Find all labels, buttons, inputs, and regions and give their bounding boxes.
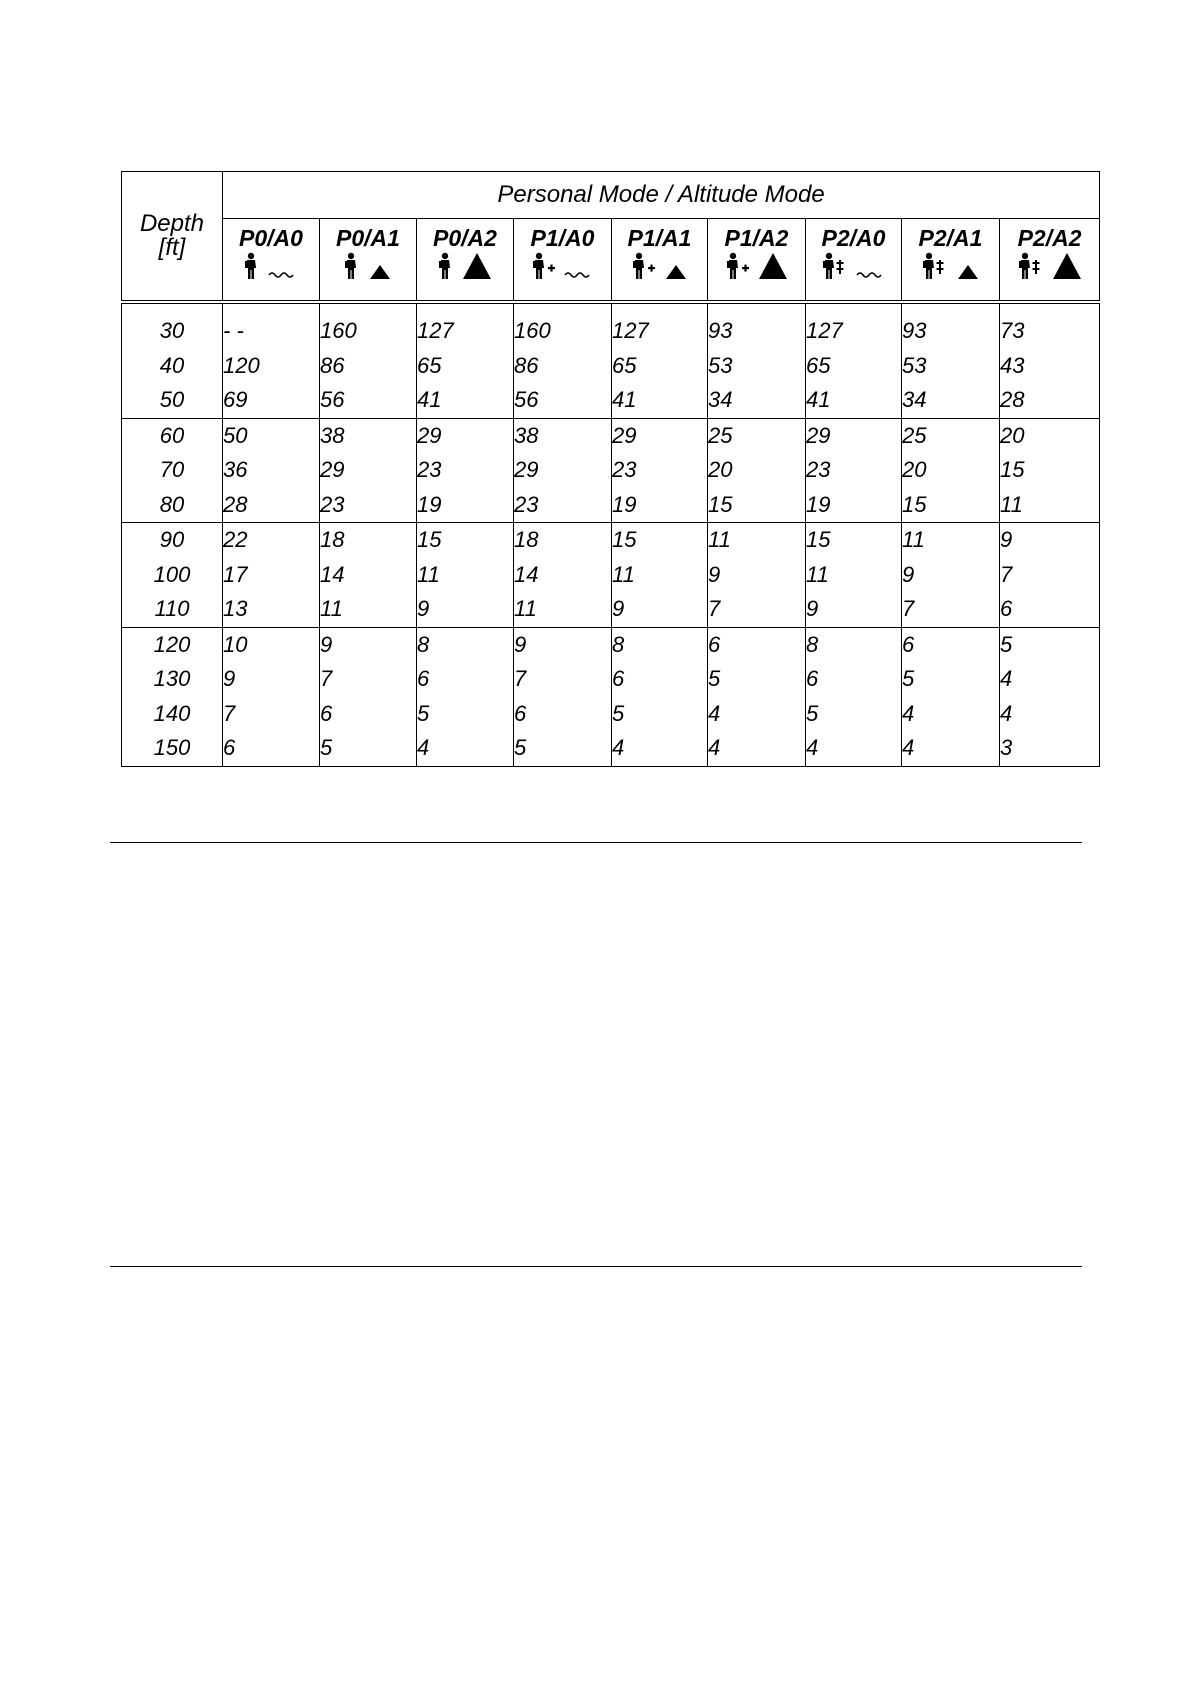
ndl-value-cell: 6 [320, 697, 417, 732]
depth-cell: 90 [122, 523, 223, 558]
ndl-value-cell: 19 [417, 488, 514, 523]
ndl-value-cell: 8 [417, 627, 514, 662]
ndl-value-cell: 15 [708, 488, 806, 523]
ndl-value-cell: 86 [514, 349, 612, 384]
mode-icons [902, 255, 999, 285]
ndl-value-cell: 9 [806, 592, 902, 627]
ndl-value-cell: 127 [612, 314, 708, 349]
table-row [122, 558, 1100, 593]
mode-icons [223, 255, 319, 285]
spacer-cell [122, 302, 223, 314]
table-row [122, 627, 1100, 662]
ndl-value-cell: 5 [708, 662, 806, 697]
small-mountain-icon [956, 260, 980, 285]
no-deco-limits-table [121, 171, 1100, 767]
ndl-value-cell: 9 [320, 627, 417, 662]
mode-group-header: Personal Mode / Altitude Mode [223, 172, 1100, 219]
table-row [122, 731, 1100, 766]
ndl-value-cell: 5 [902, 662, 1000, 697]
mode-column-label: P0/A1 [336, 225, 400, 252]
ndl-value-cell: 23 [514, 488, 612, 523]
large-mountain-icon [1052, 252, 1082, 285]
ndl-value-cell: 41 [806, 383, 902, 418]
ndl-value-cell: 160 [320, 314, 417, 349]
ndl-value-cell: 18 [320, 523, 417, 558]
diver-plus-icon [726, 252, 752, 285]
ndl-value-cell: 9 [612, 592, 708, 627]
spacer-cell [806, 302, 902, 314]
depth-cell: 100 [122, 558, 223, 593]
small-mountain-icon [368, 260, 392, 285]
ndl-value-cell: 53 [708, 349, 806, 384]
ndl-value-cell: 20 [1000, 418, 1100, 453]
ndl-value-cell: 4 [902, 731, 1000, 766]
mode-icons [806, 255, 901, 285]
table-row [122, 592, 1100, 627]
diver-double-plus-icon [922, 252, 950, 285]
spacer-cell [514, 302, 612, 314]
table-row [122, 418, 1100, 453]
mode-column-header [806, 219, 902, 302]
ndl-value-cell: 15 [1000, 453, 1100, 488]
ndl-value-cell: 73 [1000, 314, 1100, 349]
ndl-value-cell: 9 [223, 662, 320, 697]
ndl-value-cell: 11 [708, 523, 806, 558]
depth-cell: 130 [122, 662, 223, 697]
mode-column-header [902, 219, 1000, 302]
mode-column-header [1000, 219, 1100, 302]
ndl-value-cell: 25 [902, 418, 1000, 453]
mode-column-label: P2/A2 [1017, 225, 1082, 252]
mode-column-label: P1/A2 [724, 225, 789, 252]
ndl-value-cell: 4 [806, 731, 902, 766]
ndl-value-cell: 34 [708, 383, 806, 418]
ndl-value-cell: 4 [612, 731, 708, 766]
ndl-value-cell: 7 [1000, 558, 1100, 593]
ndl-value-cell: 15 [902, 488, 1000, 523]
horizontal-rule-lower [110, 1266, 1082, 1267]
depth-header-label: Depth [139, 210, 205, 237]
mode-column-label: P0/A2 [433, 225, 497, 252]
ndl-value-cell: 29 [320, 453, 417, 488]
ndl-value-cell: 11 [417, 558, 514, 593]
ndl-value-cell: 9 [417, 592, 514, 627]
ndl-value-cell: 23 [320, 488, 417, 523]
large-mountain-icon [462, 252, 492, 285]
mode-icons [417, 255, 513, 285]
ndl-value-cell: 29 [612, 418, 708, 453]
small-mountain-icon [664, 260, 688, 285]
ndl-value-cell: 50 [223, 418, 320, 453]
ndl-value-cell: 5 [612, 697, 708, 732]
mode-column-header [514, 219, 612, 302]
ndl-value-cell: 127 [417, 314, 514, 349]
ndl-value-cell: 5 [320, 731, 417, 766]
depth-cell: 150 [122, 731, 223, 766]
horizontal-rule-upper [110, 842, 1082, 843]
ndl-value-cell: 38 [320, 418, 417, 453]
ndl-value-cell: 86 [320, 349, 417, 384]
depth-cell: 110 [122, 592, 223, 627]
table-row [122, 349, 1100, 384]
ndl-value-cell: 38 [514, 418, 612, 453]
ndl-value-cell: 6 [514, 697, 612, 732]
ndl-value-cell: 34 [902, 383, 1000, 418]
ndl-value-cell: 7 [320, 662, 417, 697]
mode-column-header [612, 219, 708, 302]
spacer-cell [708, 302, 806, 314]
mode-column-label: P2/A1 [918, 225, 983, 252]
ndl-value-cell: 4 [417, 731, 514, 766]
ndl-value-cell: 11 [612, 558, 708, 593]
mode-icons [612, 255, 707, 285]
ndl-value-cell: 17 [223, 558, 320, 593]
ndl-value-cell: 11 [514, 592, 612, 627]
ndl-value-cell: 7 [902, 592, 1000, 627]
mode-column-label: P1/A1 [627, 225, 692, 252]
ndl-value-cell: 6 [612, 662, 708, 697]
mode-header-row [122, 219, 1100, 302]
mode-column-label: P2/A0 [821, 225, 886, 252]
mode-column-header [223, 219, 320, 302]
ndl-value-cell: 9 [902, 558, 1000, 593]
spacer-cell [1000, 302, 1100, 314]
ndl-value-cell: 56 [320, 383, 417, 418]
ndl-value-cell: 4 [708, 697, 806, 732]
ndl-value-cell: 29 [417, 418, 514, 453]
ndl-value-cell: 23 [806, 453, 902, 488]
ndl-value-cell: 5 [1000, 627, 1100, 662]
ndl-value-cell: 36 [223, 453, 320, 488]
sea-level-wave-icon [268, 266, 298, 285]
ndl-value-cell: 9 [708, 558, 806, 593]
ndl-value-cell: 5 [417, 697, 514, 732]
table-row [122, 314, 1100, 349]
ndl-value-cell: 19 [612, 488, 708, 523]
ndl-value-cell: 20 [708, 453, 806, 488]
depth-cell: 140 [122, 697, 223, 732]
ndl-value-cell: 69 [223, 383, 320, 418]
ndl-value-cell: 120 [223, 349, 320, 384]
depth-cell: 50 [122, 383, 223, 418]
ndl-value-cell: 65 [612, 349, 708, 384]
ndl-value-cell: 4 [1000, 697, 1100, 732]
depth-cell: 80 [122, 488, 223, 523]
ndl-value-cell: 8 [806, 627, 902, 662]
ndl-value-cell: 14 [514, 558, 612, 593]
spacer-cell [417, 302, 514, 314]
ndl-value-cell: - - [223, 314, 320, 349]
ndl-value-cell: 8 [612, 627, 708, 662]
diver-icon [244, 252, 262, 285]
table-row [122, 488, 1100, 523]
ndl-value-cell: 93 [902, 314, 1000, 349]
ndl-value-cell: 9 [514, 627, 612, 662]
ndl-value-cell: 4 [902, 697, 1000, 732]
ndl-value-cell: 10 [223, 627, 320, 662]
spacer-cell [612, 302, 708, 314]
depth-cell: 60 [122, 418, 223, 453]
spacer-cell [223, 302, 320, 314]
mode-icons [320, 255, 416, 285]
ndl-value-cell: 15 [612, 523, 708, 558]
diver-plus-icon [632, 252, 658, 285]
ndl-value-cell: 25 [708, 418, 806, 453]
table-row [122, 662, 1100, 697]
spacer-row [122, 302, 1100, 314]
ndl-value-cell: 56 [514, 383, 612, 418]
no-deco-limits-table-wrap [121, 171, 1099, 767]
mode-column-label: P0/A0 [239, 225, 303, 252]
ndl-value-cell: 29 [806, 418, 902, 453]
ndl-value-cell: 23 [612, 453, 708, 488]
mode-icons [708, 255, 805, 285]
depth-column-header [122, 172, 223, 303]
ndl-value-cell: 11 [902, 523, 1000, 558]
spacer-cell [320, 302, 417, 314]
ndl-value-cell: 19 [806, 488, 902, 523]
ndl-value-cell: 6 [417, 662, 514, 697]
ndl-value-cell: 7 [708, 592, 806, 627]
ndl-value-cell: 22 [223, 523, 320, 558]
table-row [122, 697, 1100, 732]
diver-icon [438, 252, 456, 285]
ndl-value-cell: 6 [806, 662, 902, 697]
mode-column-label: P1/A0 [530, 225, 595, 252]
ndl-value-cell: 41 [612, 383, 708, 418]
ndl-value-cell: 160 [514, 314, 612, 349]
ndl-value-cell: 23 [417, 453, 514, 488]
ndl-value-cell: 13 [223, 592, 320, 627]
sea-level-wave-icon [856, 266, 886, 285]
ndl-value-cell: 3 [1000, 731, 1100, 766]
table-row [122, 523, 1100, 558]
ndl-value-cell: 6 [223, 731, 320, 766]
depth-cell: 40 [122, 349, 223, 384]
diver-double-plus-icon [822, 252, 850, 285]
table-body [122, 302, 1100, 766]
ndl-value-cell: 15 [417, 523, 514, 558]
ndl-value-cell: 5 [806, 697, 902, 732]
depth-header-unit: [ft] [158, 234, 186, 261]
diver-plus-icon [532, 252, 558, 285]
ndl-value-cell: 65 [806, 349, 902, 384]
ndl-value-cell: 15 [806, 523, 902, 558]
ndl-value-cell: 6 [902, 627, 1000, 662]
mode-column-header [320, 219, 417, 302]
large-mountain-icon [758, 252, 788, 285]
sea-level-wave-icon [564, 266, 594, 285]
ndl-value-cell: 14 [320, 558, 417, 593]
table-row [122, 383, 1100, 418]
diver-icon [344, 252, 362, 285]
diver-double-plus-icon [1018, 252, 1046, 285]
mode-icons [514, 255, 611, 285]
ndl-value-cell: 9 [1000, 523, 1100, 558]
ndl-value-cell: 20 [902, 453, 1000, 488]
ndl-value-cell: 11 [1000, 488, 1100, 523]
ndl-value-cell: 29 [514, 453, 612, 488]
ndl-value-cell: 6 [708, 627, 806, 662]
depth-cell: 70 [122, 453, 223, 488]
ndl-value-cell: 93 [708, 314, 806, 349]
ndl-value-cell: 53 [902, 349, 1000, 384]
ndl-value-cell: 65 [417, 349, 514, 384]
depth-cell: 120 [122, 627, 223, 662]
ndl-value-cell: 28 [1000, 383, 1100, 418]
ndl-value-cell: 127 [806, 314, 902, 349]
ndl-value-cell: 6 [1000, 592, 1100, 627]
mode-column-header [708, 219, 806, 302]
ndl-value-cell: 43 [1000, 349, 1100, 384]
ndl-value-cell: 18 [514, 523, 612, 558]
spacer-cell [902, 302, 1000, 314]
ndl-value-cell: 4 [708, 731, 806, 766]
ndl-value-cell: 11 [806, 558, 902, 593]
mode-column-header [417, 219, 514, 302]
ndl-value-cell: 4 [1000, 662, 1100, 697]
ndl-value-cell: 7 [514, 662, 612, 697]
ndl-value-cell: 28 [223, 488, 320, 523]
table-row [122, 453, 1100, 488]
ndl-value-cell: 11 [320, 592, 417, 627]
ndl-value-cell: 5 [514, 731, 612, 766]
mode-icons [1000, 255, 1099, 285]
depth-cell: 30 [122, 314, 223, 349]
ndl-value-cell: 7 [223, 697, 320, 732]
ndl-value-cell: 41 [417, 383, 514, 418]
